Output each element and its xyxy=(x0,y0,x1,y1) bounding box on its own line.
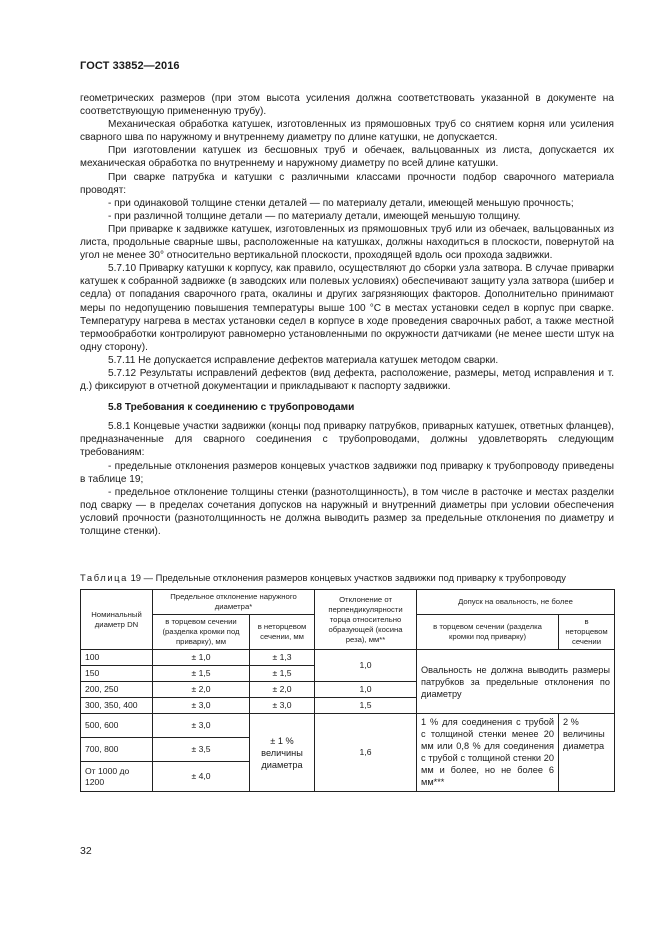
clause-5-7-11: 5.7.11 Не допускается исправление дефектов материала катушек методом сварки. xyxy=(108,354,499,366)
cell-bevel: ± 3,0 xyxy=(153,714,250,738)
paragraph: При изготовлении катушек из бесшовных труб и обечаек, вальцованных из листа, допускается их механическая обработка по внутреннему и наружному диаметру по всей длине катушки. xyxy=(80,145,614,170)
cell-perp: 1,0 xyxy=(315,650,417,682)
cell-bevel: ± 4,0 xyxy=(153,762,250,792)
cell-other: ± 1,5 xyxy=(250,666,315,682)
clause-5-7-10: 5.7.10 Приварку катушки к корпусу, как правило, осуществляют до сборки узла затвора. В случае приварки катушек к собранной задвижке (в заводских или полевых условиях) обеспечивают защиту узла затвора (шибер и седла) от попадания сварочного грата, окалины и других загрязняющих факторов. Дополнительно принимают меры по недопущению повышения температуры выше 100 °С в местах установки седел в корпус при сварке. Температуру нагрева в местах установки седел в корпусе в ходе проведения сварочных работ, а также местной термообработки контролируют равномерно установленными по окружности датчиками (не менее шести штук на одну сторону). xyxy=(80,263,614,353)
paragraph: При сварке патрубка и катушки с различными классами прочности подбор сварочного материала проводят: xyxy=(80,171,614,196)
header-ovality: Допуск на овальность, не более xyxy=(417,590,615,615)
table-19 xyxy=(80,589,615,792)
cell-oval-small: Овальность не должна выводить размеры патрубков за предельные отклонения по диаметру xyxy=(417,650,615,714)
cell-other-big: ± 1 % величины диаметра xyxy=(250,714,315,792)
section-heading: 5.8 Требования к соединению с трубопроводами xyxy=(108,402,355,414)
clause-5-7-12: 5.7.12 Результаты исправлений дефектов (вид дефекта, расположение, размеры, метод исправления и т. д.) фиксируют в отчетной документации и прикладывают к паспорту задвижки. xyxy=(80,367,614,393)
cell-perp: 1,0 xyxy=(315,682,417,698)
cell-dn: 100 xyxy=(81,650,153,666)
header-oval-other: в неторцевом сечении xyxy=(559,615,615,650)
list-item: - предельные отклонения размеров концевых участков задвижки под приварку к трубопроводу приведены в таблице 19; xyxy=(80,460,614,485)
cell-dn: От 1000 до 1200 xyxy=(81,762,153,792)
list-item: - при одинаковой толщине стенки деталей — по материалу детали, имеющей меньшую прочность; xyxy=(108,197,574,209)
cell-dn: 150 xyxy=(81,666,153,682)
cell-other: ± 3,0 xyxy=(250,698,315,714)
cell-dn: 200, 250 xyxy=(81,682,153,698)
paragraph: При приварке к задвижке катушек, изготовленных из прямошовных труб или из обечаек, вальцованных из листа, продольные сварные швы, расположенные на катушках, должны находиться в плоскости, повернутой на угол не менее 30° относительно вертикальной плоскости, проходящей вдоль оси прохода задвижки. xyxy=(80,223,614,262)
table-row xyxy=(81,650,615,666)
cell-dn: 300, 350, 400 xyxy=(81,698,153,714)
cell-bevel: ± 2,0 xyxy=(153,682,250,698)
cell-dn: 500, 600 xyxy=(81,714,153,738)
header-outer-deviation: Предельное отклонение наружного диаметра* xyxy=(153,590,315,615)
cell-oval-big-other: 2 % величины диаметра xyxy=(559,714,615,792)
cell-bevel: ± 1,5 xyxy=(153,666,250,682)
page-number: 32 xyxy=(80,845,92,857)
cell-bevel: ± 3,5 xyxy=(153,738,250,762)
table-caption-label: Таблица xyxy=(80,572,128,583)
header-nominal-diameter: Номинальный диаметр DN xyxy=(81,590,153,650)
cell-other: ± 2,0 xyxy=(250,682,315,698)
cell-dn: 700, 800 xyxy=(81,738,153,762)
cell-oval-big-bevel: 1 % для соединения с трубой с толщиной стенки менее 20 мм или 0,8 % для соединения с трубой с толщиной стенки 20 мм и более, но не более 6 мм*** xyxy=(417,714,559,792)
clause-5-8-1: 5.8.1 Концевые участки задвижки (концы под приварку патрубков, приварных катушек, ответных фланцев), предназначенные для сварного соединения с трубопроводами, должны удовлетворять следующим требованиям: xyxy=(80,421,614,459)
document-header: ГОСТ 33852—2016 xyxy=(80,60,180,72)
paragraph: Механическая обработка катушек, изготовленных из прямошовных труб со снятием корня или усиления сварного шва по наружному и внутреннему диаметру по длине катушки, не допускается. xyxy=(80,119,614,144)
table-header-row xyxy=(81,590,615,615)
list-item: - предельное отклонение толщины стенки (разнотолщинность), в том числе в расточке и местах разделки под сварку — в пределах сочетания допусков на наружный и внутренний диаметры при условии обеспечения условий прочности (разнотолщинность не должна выводить размер за предельные отклонения по диаметру и толщине стенки). xyxy=(80,486,614,537)
cell-other: ± 1,3 xyxy=(250,650,315,666)
header-perpendicularity: Отклонение от перпендикулярности торца относительно образующей (косина реза), мм** xyxy=(315,590,417,650)
list-item: - при различной толщине детали — по материалу детали, имеющей меньшую толщину. xyxy=(108,210,521,222)
table-caption xyxy=(80,572,614,584)
table-caption-text: 19 — Предельные отклонения размеров концевых участков задвижки под приварку к трубопроводу xyxy=(130,572,566,583)
paragraph: геометрических размеров (при этом высота усиления должна соответствовать указанной в документе на соответствующую примененную трубу). xyxy=(80,93,614,118)
cell-bevel: ± 1,0 xyxy=(153,650,250,666)
cell-bevel: ± 3,0 xyxy=(153,698,250,714)
cell-perp: 1,6 xyxy=(315,714,417,792)
header-outer-bevel: в торцевом сечении (разделка кромки под приварку), мм xyxy=(153,615,250,650)
table-row xyxy=(81,714,615,738)
header-outer-other: в неторцевом сечении, мм xyxy=(250,615,315,650)
cell-perp: 1,5 xyxy=(315,698,417,714)
body-text xyxy=(80,92,614,538)
header-oval-bevel: в торцевом сечении (разделка кромки под приварку) xyxy=(417,615,559,650)
